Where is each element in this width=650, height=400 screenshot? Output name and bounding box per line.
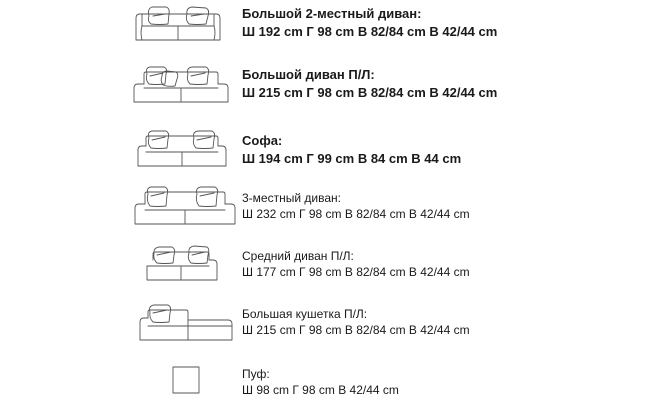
product-label — [242, 5, 497, 41]
product-dimensions: Ш 215 cm Г 98 cm В 82/84 cm В 42/44 cm — [242, 323, 470, 337]
product-dimensions: Ш 177 cm Г 98 cm В 82/84 cm В 42/44 cm — [242, 265, 470, 279]
large-sofa-rl-icon — [132, 64, 230, 106]
large-chaise-rl-icon — [138, 300, 234, 346]
product-dimensions: Ш 98 cm Г 98 cm В 42/44 cm — [242, 383, 399, 397]
sofa-icon — [136, 128, 228, 170]
product-label — [242, 132, 461, 168]
product-name: 3-местный диван: — [242, 191, 341, 205]
product-name: Большая кушетка П/Л: — [242, 307, 368, 321]
large-2-seater-sofa-icon — [132, 4, 224, 44]
product-name: Софа: — [242, 133, 283, 148]
product-label — [242, 66, 497, 102]
product-dimensions: Ш 232 cm Г 98 cm В 82/84 cm В 42/44 cm — [242, 207, 470, 221]
product-dimensions: Ш 215 cm Г 98 cm В 82/84 cm В 42/44 cm — [242, 85, 498, 100]
product-name: Большой 2-местный диван: — [242, 6, 422, 21]
product-label — [242, 248, 470, 280]
product-name: Средний диван П/Л: — [242, 249, 354, 263]
3-seater-sofa-icon — [133, 184, 237, 228]
product-dimensions: Ш 192 cm Г 98 cm В 82/84 cm В 42/44 cm — [242, 24, 498, 39]
pouf-icon — [172, 366, 200, 394]
product-label — [242, 190, 470, 222]
product-name: Пуф: — [242, 367, 270, 381]
product-dimensions: Ш 194 cm Г 99 cm В 84 cm В 44 cm — [242, 151, 462, 166]
product-label — [242, 306, 470, 338]
product-name: Большой диван П/Л: — [242, 67, 375, 82]
medium-sofa-rl-icon — [145, 242, 221, 284]
product-label — [242, 366, 399, 398]
